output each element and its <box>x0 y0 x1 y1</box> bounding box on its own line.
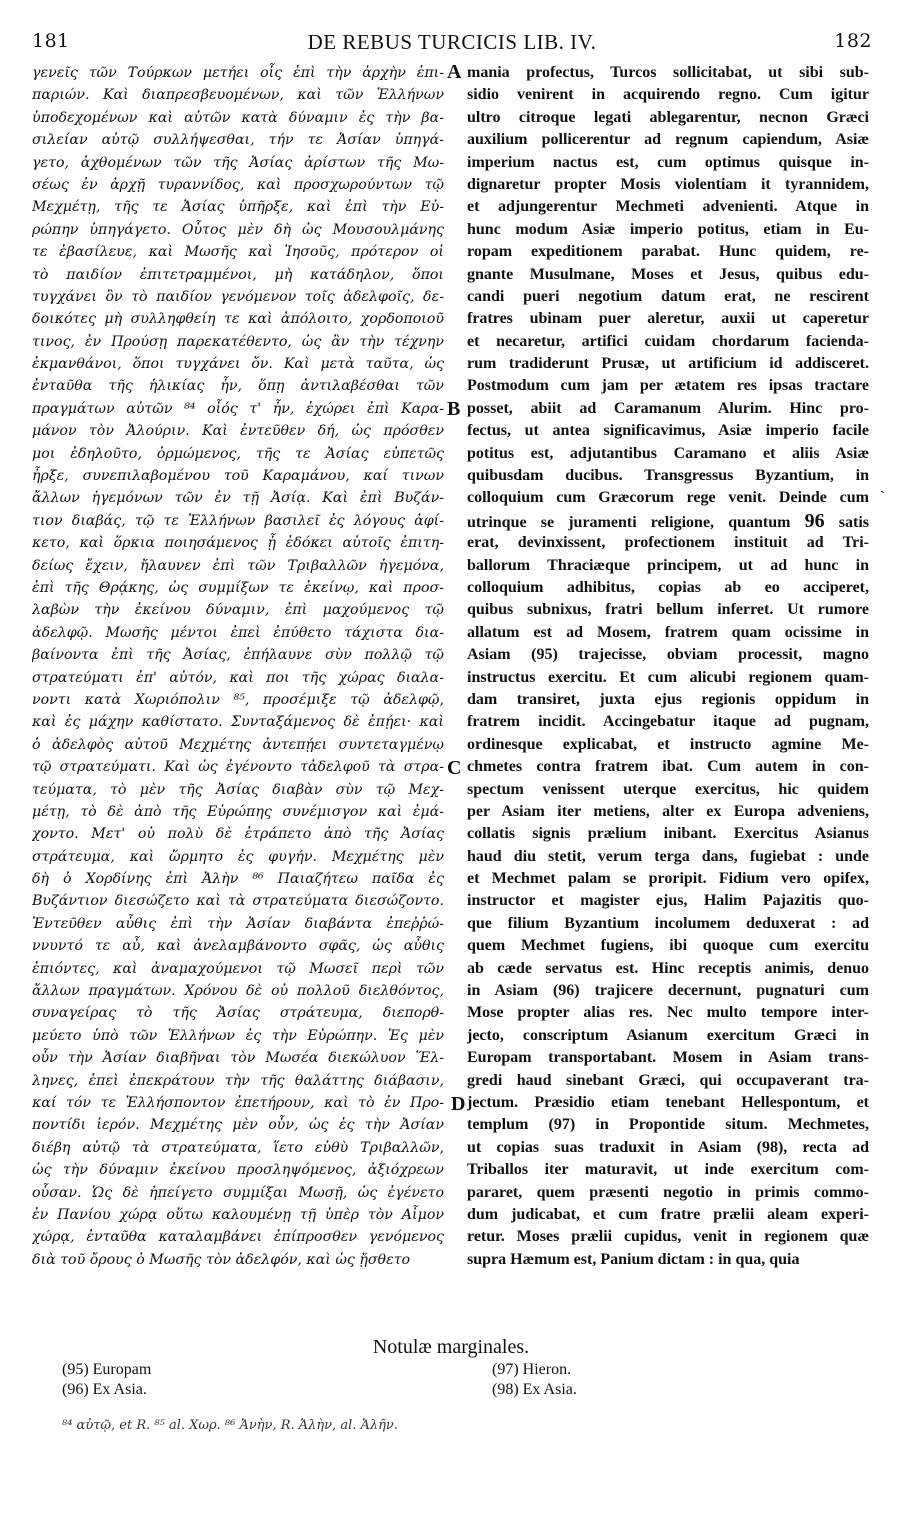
greek-line: τῷ στρατεύματι. Καὶ ὡς ἐγένοντο τἀδελφοῦ τὰ στρα- <box>32 759 444 776</box>
greek-line: μεύετο ὑπὸ τῶν Ἑλλήνων ἐς τὴν Εὐρώπην. Ἐς μὲν <box>32 1027 444 1044</box>
greek-line: κετο, καὶ ὅρκια ποιησάμενος ᾗ ἐδόκει αὐτοῖς ἐπιτη- <box>32 535 444 552</box>
latin-line: posset, abiit ad Caramanum Alurim. Hinc pro- <box>467 399 869 417</box>
greek-line: συναγείρας τὸ τῆς Ἀσίας στράτευμα, διεπορθ- <box>32 1005 444 1022</box>
latin-line: gnante Musulmane, Moses et Jesus, quibus edu- <box>467 265 869 283</box>
greek-line: μοι ἐδηλοῦτο, ὁρμώμενος, τῆς τε Ἀσίας εὐπετῶς <box>32 445 444 462</box>
latin-line: Mose propter alias res. Nec multo tempore inter- <box>467 1004 869 1022</box>
latin-line: templum (97) in Propontide situm. Mechmetes, <box>467 1116 869 1134</box>
margin-letter-b: B <box>447 398 461 420</box>
greek-line: σέως ἐν ἀρχῇ τυραννίδος, καὶ προσχωρούντων τῷ <box>32 176 444 193</box>
note-96: (96) Ex Asia. <box>62 1381 147 1398</box>
page: 181 DE REBUS TURCICIS LIB. IV. 182 γενεῖς τῶν Τούρκων μετήει οἷς ἐπὶ τὴν ἀρχὴν ἐπι- παριών. Καὶ διαπρεσβευομένων, καὶ τῶν Ἑλλήνων ὑποδεχομένων καὶ αὐτῶν κατὰ δύναμιν ἐς τὴν βα- σιλείαν αὐτῷ συλλήψεσθαι, τήν τε Ἀσίαν ὑπηγά- γετο, ἀχθομένων τῶν τῆς Ἀσίας ἀρίστων τῆς Μω- σέως ἐν ἀρχῇ τυραννίδος, καὶ προσχωρούντων τῷ Μεχμέτῃ, τῆς τε Ἀσίας ὑπῆρξε, καὶ ἐπὶ τὴν Εὐ- ρώπην ὑπηγάγετο. Οὗτος μὲν δὴ ὡς Μουσουλμάνης τε ἐβασίλευε, καὶ Μωσῆς καὶ Ἰησοῦς, πρότερον οἱ τὸ παιδίον ἐπιτετραμμένοι, μὴ κατάδηλον, ὅποι τυγχάνει ὂν τὸ παιδίον γενόμενον τοῖς ἀδελφοῖς, δε- δοικότες μὴ συλληφθείη τε καὶ ἀπόλοιτο, χορδοποιοῦ τινος, ἐν Προύσῃ παρεκατέθεντο, ὡς ἂν τὴν τέχνην ἐκμανθάνοι, ὅποι τυγχάνει ὄν. Καὶ μετὰ ταῦτα, ὡς ἐνταῦθα τῆς ἡλικίας ἦν, ὅπῃ ἀντιλαβέσθαι τῶν πραγμάτων αὐτῶν ⁸⁴ οἷός τ' ἦν, ἐχώρει ἐπὶ Καρα- μάνον τὸν Ἀλούριν. Καὶ ἐντεῦθεν δή, ὡς πρόσθεν μοι ἐδηλοῦτο, ὁρμώμενος, τῆς τε Ἀσίας εὐπετῶς ἦρξε, συνεπιλαβομένου τοῦ Καραμάνου, καί τινων ἄλλων ἡγεμόνων τῶν ἐν τῇ Ἀσίᾳ. Καὶ ἐπὶ Βυζάν- τιον διαβάς, τῷ τε Ἑλλήνων βασιλεῖ ἐς λόγους ἀφί- κετο, καὶ ὅρκια ποιησάμενος ᾗ ἐδόκει αὐτοῖς ἐπιτη- δείως ἔχειν, ἤλαυνεν ἐπὶ τῶν Τριβαλλῶν ἡγεμόνα, ἐπὶ τῆς Θρᾴκης, ὡς συμμίξων τε ἐκείνῳ, καὶ προσ- λαβὼν τὴν ἐκείνου δύναμιν, ἐπὶ μαχούμενος τῷ ἀδελφῷ. Μωσῆς μέντοι ἐπεὶ ἐπύθετο τάχιστα δια- βαίνοντα ἐπὶ τῆς Ἀσίας, ἐπήλαυνε σὺν πολλῷ τῷ στρατεύματι ἐπ' αὐτόν, καὶ ποι τῆς χώρας διαλα- νοντι κατὰ Χωριόπολιν ⁸⁵, προσέμιξε τῷ ἀδελφῷ, καὶ ἐς μάχην καθίστατο. Συνταξάμενος δὲ ἐπῄει· καὶ ὁ ἀδελφὸς αὐτοῦ Μεχμέτης ἀντεπῄει συντεταγμένῳ τῷ στρατεύματι. Καὶ ὡς ἐγένοντο τἀδελφοῦ τὰ στρα- τεύματα, τὸ μὲν τῆς Ἀσίας διαβὰν σὺν τῷ Μεχ- μέτῃ, τὸ δὲ ἀπὸ τῆς Εὐρώπης συνέμισγον καὶ ἐμά- χοντο. Μετ' οὐ πολὺ δὲ ἐτράπετο ἀπὸ τῆς Ἀσίας στράτευμα, καὶ ὥρμητο ἐς φυγήν. Μεχμέτης μὲν δὴ ὁ Χορδίνης ἐπὶ Ἀλὴν ⁸⁶ Παιαζήτεω παῖδα ἐς Βυζάντιον διεσώζετο καὶ τὰ στρατεύματα διεσώζοντο. Ἐντεῦθεν αὖθις ἐπὶ τὴν Ἀσίαν διαβάντα ἐπεῤῥώ- ννυντό τε αὖ, καὶ ἀνελαμβάνοντο σφᾶς, ὡς αὖθις ἐπιόντες, καὶ ἀναμαχούμενοι τῷ Μωσεῖ περὶ τῶν ἄλλων πραγμάτων. Χρόνου δὲ οὐ πολλοῦ διελθόντος, συναγείρας τὸ τῆς Ἀσίας στράτευμα, διεπορθ- μεύετο ὑπὸ τῶν Ἑλλήνων ἐς τὴν Εὐρώπην. Ἐς μὲν οὖν τὴν Ἀσίαν διαβῆναι τὸν Μωσέα διεκώλυον Ἕλ- ληνες, ἐπεὶ ἐπεκράτουν τὴν τῆς θαλάττης διάβασιν, καί τόν τε Ἑλλήσποντον ἐπετήρουν, καὶ τὸ ἐν Προ- ποντίδι ἱερόν. Μεχμέτης μὲν οὖν, ὡς ἐς τὴν Ἀσίαν διέβη αὐτῷ τὰ στρατεύματα, ἵετο εὐθὺ Τριβαλλῶν, ὡς τὴν δύναμιν ἐκείνου προσληψόμενος, ἀξιόχρεων οὖσαν. Ὡς δὲ ἠπείγετο συμμίξαι Μωσῇ, ὡς ἐγένετο ἐν Πανίου χώρᾳ οὕτω καλουμένῃ τῇ ὑπὲρ τὸν Αἷμον χώρᾳ, ἐνταῦθα καταλαμβάνει ἐπίπροσθεν γενόμενος διὰ τοῦ ὄρους ὁ Μωσῆς τὸν ἀδελφόν, καὶ ὡς ᾔσθετο mania profectus, Turcos sollicitabat, ut sibi sub- sidio venirent in acquirendo regno. Cum igitur ultro citroque legati ablegarentur, necnon Græci auxilium pollicerentur ad regnum capiendum, Asiæ imperium nactus est, cum optimus quisque in- dignaretur propter Mosis violentiam it tyrannidem, et adjungerentur Mechmeti advenienti. Atque in hunc modum Asiæ imperio potitus, etiam in Eu- ropam expeditionem parabat. Hunc quidem, re- gnante Musulmane, Moses et Jesus, quibus edu- candi pueri negotium datum erat, ne rescirent fratres ubinam puer aleretur, auxii ut caperetur et necaretur, artifici cuidam chordarum facienda- rum tradiderunt Prusæ, ut artificium id addisceret. Postmodum cum jam per ætatem res ipsas tractare posset, abiit ad Caramanum Alurim. Hinc pro- fectus, ut antea significavimus, Asiæ imperio facile potitus est, adjutantibus Caramano et aliis Asiæ quibusdam ducibus. Transgressus Byzantium, in colloquium cum Græcorum rege venit. Deinde cum utrinque se juramenti religione, quantum 96 satis erat, devinxissent, profectionem instituit ad Tri- ballorum Thraciæque principem, ut ad hunc in colloquium adhibitus, copias ab eo acciperet, quibus subnixus, fratri bellum inferret. Ut rumore allatum est ad Mosem, fratrem quam ocissime in Asiam (95) trajecisse, obviam processit, magno instructus exercitu. Et cum alicubi regionem quam- dam transiret, juxta ejus regionis oppidum in fratrem incidit. Accingebatur itaque ad pugnam, ordinesque explicabat, et instructo agmine Me- chmetes contra fratrem ibat. Cum autem in con- spectum venissent uterque exercitus, hic quidem per Asiam iter metiens, alter ex Europa adveniens, collatis signis prælium inibant. Exercitus Asianus haud diu stetit, verum terga dans, fugiebat : unde et Mechmet palam se proripit. Fidium vero opifex, instructor et magister ejus, Halim Pajazitis quo- que filium Byzantium incolumem deduxerat : ad quem Mechmet fugiens, ibi quoque cum exercitu ab cæde servatus est. Hinc receptis animis, denuo in Asiam (96) trajicere decernunt, pugnaturi cum Mose propter alias res. Nec multo tempore inter- jecto, conscriptum Asianum exercitum Græci in Europam transportabant. Mosem in Asiam trans- gredi haud sinebant Græci, qui occupaverant tra- jectum. Præsidio etiam tenebant Hellespontum, et templum (97) in Propontide situm. Mechmetes, ut copias suas traduxit in Asiam (98), recta ad Triballos iter maturavit, ut inde exercitum com- pararet, quem præsenti negotio in primis commo- dum judicabat, et cum fratre prælii aleam experi- retur. Moses prælii cupidus, venit in regionem quæ supra Hæmum est, Panium dictam : in qua, quia A B C D ˎ Notulæ marginales. (95) Europam (96) Ex Asia. (97) Hieron. (98) Ex Asia. ⁸⁴ αὐτῷ, et R. ⁸⁵ al. Χωρ. ⁸⁶ Ἀνὴν, R. Ἀλὴν, al. Ἀλῆν. <box>0 0 902 1540</box>
greek-line: ἦρξε, συνεπιλαβομένου τοῦ Καραμάνου, καί τινων <box>32 468 444 485</box>
greek-line: μέτῃ, τὸ δὲ ἀπὸ τῆς Εὐρώπης συνέμισγον καὶ ἐμά- <box>32 803 444 820</box>
greek-line: καί τόν τε Ἑλλήσποντον ἐπετήρουν, καὶ τὸ ἐν Προ- <box>32 1094 444 1111</box>
note-95: (95) Europam <box>62 1361 152 1378</box>
greek-line: ννυντό τε αὖ, καὶ ἀνελαμβάνοντο σφᾶς, ὡς αὖθις <box>32 938 444 955</box>
notes-right <box>492 1360 577 1400</box>
latin-line: Europam transportabant. Mosem in Asiam trans- <box>467 1049 869 1067</box>
note-97: (97) Hieron. <box>492 1361 572 1378</box>
margin-letter-d: D <box>451 1093 466 1115</box>
greek-line: μάνον τὸν Ἀλούριν. Καὶ ἐντεῦθεν δή, ὡς πρόσθεν <box>32 423 444 440</box>
greek-line: δοικότες μὴ συλληφθείη τε καὶ ἀπόλοιτο, χορδοποιοῦ <box>32 311 444 328</box>
latin-line: quibus subnixus, fratri bellum inferret. Ut rumore <box>467 601 869 619</box>
margin-mark-96: 96 <box>804 509 825 532</box>
page-number-right: 182 <box>834 30 872 52</box>
greek-line: διέβη αὐτῷ τὰ στρατεύματα, ἵετο εὐθὺ Τριβαλλῶν, <box>32 1139 444 1156</box>
greek-line: ποντίδι ἱερόν. Μεχμέτης μὲν οὖν, ὡς ἐς τὴν Ἀσίαν <box>32 1117 444 1134</box>
latin-line: hunc modum Asiæ imperio potitus, etiam in Eu- <box>467 220 869 238</box>
greek-line: τεύματα, τὸ μὲν τῆς Ἀσίας διαβὰν σὺν τῷ Μεχ- <box>32 781 444 798</box>
latin-column <box>467 62 869 1271</box>
greek-line: ἐνταῦθα τῆς ἡλικίας ἦν, ὅπῃ ἀντιλαβέσθαι τῶν <box>32 378 444 395</box>
greek-line: χοντο. Μετ' οὐ πολὺ δὲ ἐτράπετο ἀπὸ τῆς Ἀσίας <box>32 826 444 843</box>
greek-line: οὖν τὴν Ἀσίαν διαβῆναι τὸν Μωσέα διεκώλυον Ἕλ- <box>32 1050 444 1067</box>
latin-line: chmetes contra fratrem ibat. Cum autem in con- <box>467 758 869 776</box>
greek-line: ρώπην ὑπηγάγετο. Οὗτος μὲν δὴ ὡς Μουσουλμάνης <box>32 221 444 238</box>
latin-line: ballorum Thraciæque principem, ut ad hunc in <box>467 556 869 574</box>
greek-line: ληνες, ἐπεὶ ἐπεκράτουν τὴν τῆς θαλάττης διάβασιν, <box>32 1072 444 1089</box>
latin-line: Triballos iter maturavit, ut inde exercitum com- <box>467 1161 869 1179</box>
latin-line: instructus exercitu. Et cum alicubi regionem quam- <box>467 668 869 686</box>
greek-line: ἐν Πανίου χώρᾳ οὕτω καλουμένῃ τῇ ὑπὲρ τὸν Αἷμον <box>32 1206 444 1223</box>
latin-line: candi pueri negotium datum erat, ne rescirent <box>467 287 869 305</box>
note-98: (98) Ex Asia. <box>492 1381 577 1398</box>
greek-line: Βυζάντιον διεσώζετο καὶ τὰ στρατεύματα διεσώζοντο. <box>32 893 444 910</box>
page-number-left: 181 <box>32 30 70 52</box>
greek-line: παριών. Καὶ διαπρεσβευομένων, καὶ τῶν Ἑλλήνων <box>32 87 444 104</box>
latin-line: ut copias suas traduxit in Asiam (98), recta ad <box>467 1138 869 1156</box>
greek-line: ἐπὶ τῆς Θρᾴκης, ὡς συμμίξων τε ἐκείνῳ, καὶ προσ- <box>32 579 444 596</box>
latin-line: ropam expeditionem parabat. Hunc quidem, re- <box>467 243 869 261</box>
greek-line: δὴ ὁ Χορδίνης ἐπὶ Ἀλὴν ⁸⁶ Παιαζήτεω παῖδα ἐς <box>32 871 444 888</box>
latin-line: quem Mechmet fugiens, ibi quoque cum exercitu <box>467 937 869 955</box>
greek-line: τυγχάνει ὂν τὸ παιδίον γενόμενον τοῖς ἀδελφοῖς, δε- <box>32 288 444 305</box>
latin-line: jecto, conscriptum Asianum exercitum Græci in <box>467 1026 869 1044</box>
latin-line: dam transiret, juxta ejus regionis oppidum in <box>467 690 869 708</box>
running-title: DE REBUS TURCICIS LIB. IV. <box>307 30 597 54</box>
latin-line: et Mechmet palam se proripit. Fidium vero opifex, <box>467 870 869 888</box>
greek-line: τε ἐβασίλευε, καὶ Μωσῆς καὶ Ἰησοῦς, πρότερον οἱ <box>32 244 444 261</box>
greek-line: ἄλλων ἡγεμόνων τῶν ἐν τῇ Ἀσίᾳ. Καὶ ἐπὶ Βυζάν- <box>32 490 444 507</box>
greek-line: ἄλλων πραγμάτων. Χρόνου δὲ οὐ πολλοῦ διελθόντος, <box>32 983 444 1000</box>
latin-line: jectum. Præsidio etiam tenebant Hellespontum, et <box>467 1093 869 1111</box>
latin-line: supra Hæmum est, Panium dictam : in qua, quia <box>467 1250 800 1268</box>
latin-line: mania profectus, Turcos sollicitabat, ut sibi sub- <box>467 64 869 81</box>
latin-line: gredi haud sinebant Græci, qui occupaverant tra- <box>467 1071 869 1089</box>
greek-line: βαίνοντα ἐπὶ τῆς Ἀσίας, ἐπήλαυνε σὺν πολλῷ τῷ <box>32 647 444 664</box>
notes-title: Notulæ marginales. <box>372 1336 530 1358</box>
latin-line-part: utrinque se juramenti religione, quantum <box>467 513 791 531</box>
latin-line: spectum venissent uterque exercitus, hic quidem <box>467 780 869 798</box>
latin-line: pararet, quem præsenti negotio in primis commo- <box>467 1183 869 1201</box>
latin-line: ab cæde servatus est. Hinc receptis animis, denuo <box>467 959 869 977</box>
latin-line: erat, devinxissent, profectionem instituit ad Tri- <box>467 534 869 552</box>
greek-line: ὁ ἀδελφὸς αὐτοῦ Μεχμέτης ἀντεπῄει συντεταγμένῳ <box>32 736 444 753</box>
latin-line: fratrem incidit. Accingebatur itaque ad pugnam, <box>467 713 869 731</box>
greek-line: οὖσαν. Ὡς δὲ ἠπείγετο συμμίξαι Μωσῇ, ὡς ἐγένετο <box>32 1184 444 1201</box>
greek-line: ὡς τὴν δύναμιν ἐκείνου προσληψόμενος, ἀξιόχρεων <box>32 1162 444 1179</box>
margin-letter-a: A <box>447 61 462 83</box>
greek-line: γενεῖς τῶν Τούρκων μετήει οἷς ἐπὶ τὴν ἀρχὴν ἐπι- <box>32 65 444 81</box>
latin-line: colloquium cum Græcorum rege venit. Deinde cum <box>467 489 869 507</box>
greek-line: Μεχμέτῃ, τῆς τε Ἀσίας ὑπῆρξε, καὶ ἐπὶ τὴν Εὐ- <box>32 199 444 216</box>
latin-line-part: satis <box>838 513 869 531</box>
latin-line: dignaretur propter Mosis violentiam it tyrannidem, <box>467 175 869 193</box>
greek-line: πραγμάτων αὐτῶν ⁸⁴ οἷός τ' ἦν, ἐχώρει ἐπὶ Καρα- <box>32 400 444 417</box>
greek-line: νοντι κατὰ Χωριόπολιν ⁸⁵, προσέμιξε τῷ ἀδελφῷ, <box>32 691 444 708</box>
greek-column <box>32 62 444 1271</box>
greek-line: τὸ παιδίον ἐπιτετραμμένοι, μὴ κατάδηλον, ὅποι <box>32 266 444 283</box>
latin-line: et necaretur, artifici cuidam chordarum facienda- <box>467 332 869 350</box>
latin-line: ordinesque explicabat, et instructo agmine Me- <box>467 735 869 753</box>
latin-line: imperium nactus est, cum optimus quisque in- <box>467 153 869 171</box>
latin-line: sidio venirent in acquirendo regno. Cum igitur <box>467 86 869 104</box>
latin-line: que filium Byzantium incolumem deduxerat : ad <box>467 914 869 932</box>
latin-line: collatis signis prælium inibant. Exercitus Asianus <box>467 825 869 843</box>
latin-line <box>467 510 869 532</box>
greek-line: χώρᾳ, ἐνταῦθα καταλαμβάνει ἐπίπροσθεν γενόμενος <box>32 1229 444 1246</box>
latin-line: rum tradiderunt Prusæ, ut artificium id addisceret. <box>467 355 869 373</box>
latin-line: instructor et magister ejus, Halim Pajazitis quo- <box>467 892 869 910</box>
greek-line: γετο, ἀχθομένων τῶν τῆς Ἀσίας ἀρίστων τῆς Μω- <box>32 154 444 171</box>
latin-line: potitus est, adjutantibus Caramano et aliis Asiæ <box>467 444 869 462</box>
latin-line: et adjungerentur Mechmeti advenienti. Atque in <box>467 198 869 216</box>
greek-line: δείως ἔχειν, ἤλαυνεν ἐπὶ τῶν Τριβαλλῶν ἡγεμόνα, <box>32 557 444 574</box>
latin-line: ultro citroque legati ablegarentur, necnon Græci <box>467 108 869 126</box>
greek-line: καὶ ἐς μάχην καθίστατο. Συνταξάμενος δὲ ἐπῄει· καὶ <box>32 714 444 731</box>
greek-line: σιλείαν αὐτῷ συλλήψεσθαι, τήν τε Ἀσίαν ὑπηγά- <box>32 132 444 149</box>
greek-line: Ἐντεῦθεν αὖθις ἐπὶ τὴν Ἀσίαν διαβάντα ἐπεῤῥώ- <box>32 915 444 932</box>
notes-left <box>62 1360 151 1400</box>
latin-line: colloquium adhibitus, copias ab eo acciperet, <box>467 578 869 596</box>
greek-line: στράτευμα, καὶ ὥρμητο ἐς φυγήν. Μεχμέτης μὲν <box>32 848 444 865</box>
latin-line: dum judicabat, et cum fratre prælii aleam experi- <box>467 1205 869 1223</box>
latin-line: Postmodum cum jam per ætatem res ipsas tractare <box>467 377 869 395</box>
latin-line: Asiam (95) trajecisse, obviam processit, magno <box>467 646 869 664</box>
greek-line: τιον διαβάς, τῷ τε Ἑλλήνων βασιλεῖ ἐς λόγους ἀφί- <box>32 512 444 529</box>
greek-line: τινος, ἐν Προύσῃ παρεκατέθεντο, ὡς ἂν τὴν τέχνην <box>32 333 444 350</box>
latin-line: per Asiam iter metiens, alter ex Europa adveniens, <box>467 802 869 820</box>
latin-line: haud diu stetit, verum terga dans, fugiebat : unde <box>467 847 869 865</box>
greek-line: ἐπιόντες, καὶ ἀναμαχούμενοι τῷ Μωσεῖ περὶ τῶν <box>32 960 444 977</box>
latin-line: retur. Moses prælii cupidus, venit in regionem quæ <box>467 1228 869 1246</box>
greek-line: διὰ τοῦ ὄρους ὁ Μωσῆς τὸν ἀδελφόν, καὶ ὡς ᾔσθετο <box>32 1251 411 1268</box>
latin-line: auxilium pollicerentur ad regnum capiendum, Asiæ <box>467 131 869 149</box>
greek-line: στρατεύματι ἐπ' αὐτόν, καὶ ποι τῆς χώρας διαλα- <box>32 669 444 686</box>
latin-line: fratres ubinam puer aleretur, auxii ut caperetur <box>467 310 869 328</box>
greek-line: ἐκμανθάνοι, ὅποι τυγχάνει ὄν. Καὶ μετὰ ταῦτα, ὡς <box>32 356 444 373</box>
running-header <box>32 30 872 56</box>
margin-letter-c: C <box>447 757 462 779</box>
latin-line: allatum est ad Mosem, fratrem quam ocissime in <box>467 623 869 641</box>
footnotes: ⁸⁴ αὐτῷ, et R. ⁸⁵ al. Χωρ. ⁸⁶ Ἀνὴν, R. Ἀλὴν, al. Ἀλῆν. <box>62 1418 398 1433</box>
greek-line: λαβὼν τὴν ἐκείνου δύναμιν, ἐπὶ μαχούμενος τῷ <box>32 602 444 619</box>
latin-line: quibusdam ducibus. Transgressus Byzantium, in <box>467 467 869 485</box>
greek-line: ἀδελφῷ. Μωσῆς μέντοι ἐπεὶ ἐπύθετο τάχιστα δια- <box>32 624 444 641</box>
latin-line: in Asiam (96) trajicere decernunt, pugnaturi cum <box>467 982 869 1000</box>
latin-line: fectus, ut antea significavimus, Asiæ imperio facile <box>467 422 869 440</box>
greek-line: ὑποδεχομένων καὶ αὐτῶν κατὰ δύναμιν ἐς τὴν βα- <box>32 109 444 126</box>
